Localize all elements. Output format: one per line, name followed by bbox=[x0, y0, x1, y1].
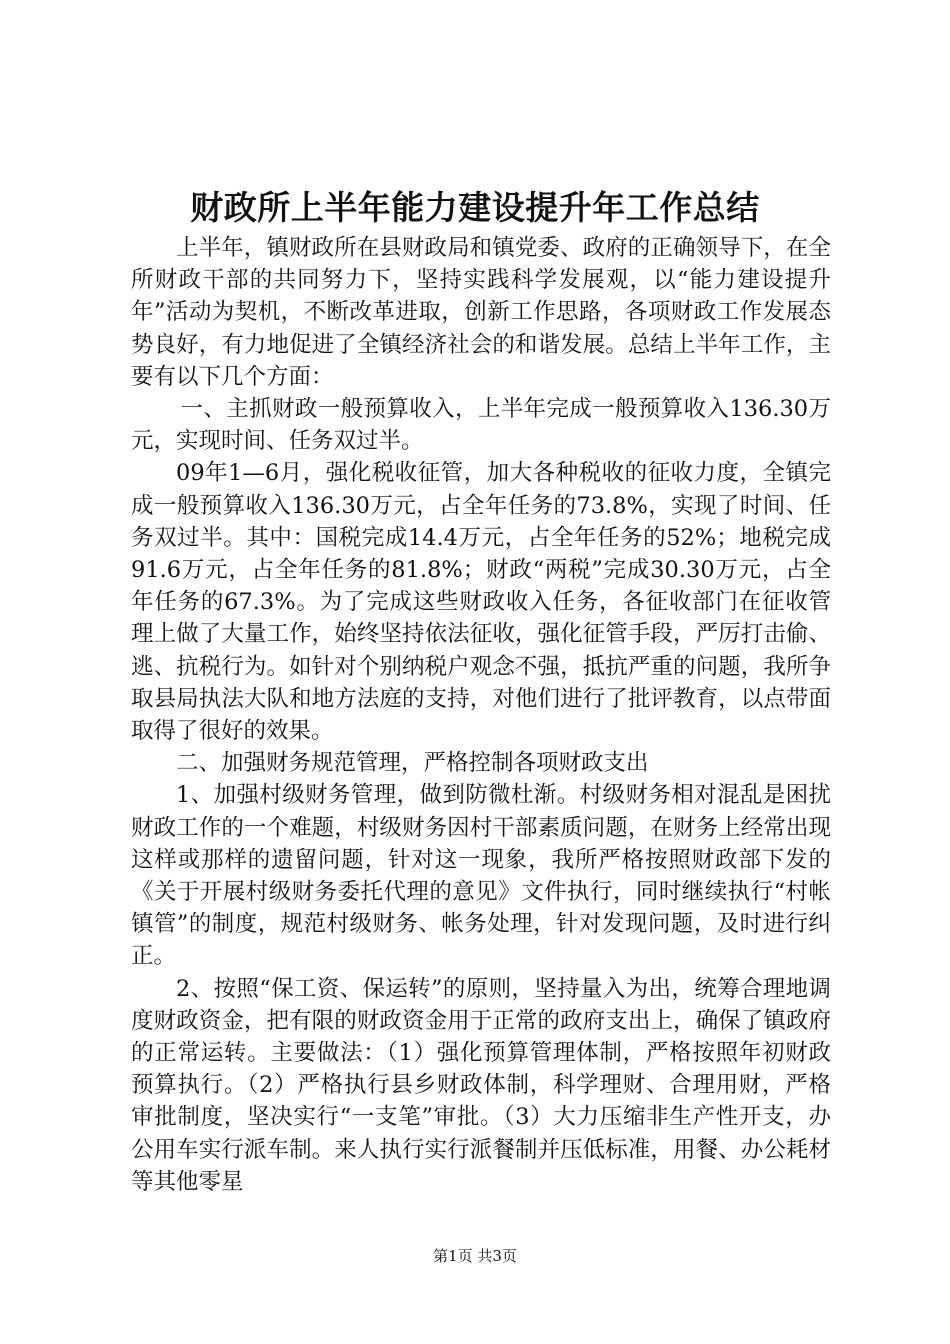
page-footer: 第1页 共3页 bbox=[433, 1247, 517, 1265]
section-heading-1: 一、主抓财政一般预算收入，上半年完成一般预算收入136.30万元，实现时间、任务双过半。 bbox=[131, 396, 831, 455]
paragraph-revenue: 09年1—6月，强化税收征管，加大各种税收的征收力度，全镇完成一般预算收入136.30万元，占全年任务的73.8%，实现了时间、任务双过半。其中：国税完成14.4万元，占全年任务的52%；地税完成91.6万元，占全年任务的81.8%；财政“两税”完成30.30万元，占全年任务的67.3%。为了完成这些财政收入任务，各征收部门在征收管理上做了大量工作，始终坚持依法征收，强化征管手段，严厉打击偷、逃、抗税行为。如针对个别纳税户观念不强，抵抗严重的问题，我所争取县局执法大队和地方法庭的支持，对他们进行了批评教育，以点带面取得了很好的效果。 bbox=[131, 460, 831, 745]
section-heading-2: 二、加强财务规范管理，严格控制各项财政支出 bbox=[176, 750, 649, 777]
paragraph-village-finance: 1、加强村级财务管理，做到防微杜渐。村级财务相对混乱是困扰财政工作的一个难题，村级财务因村干部素质问题，在财务上经常出现这样或那样的遗留问题，针对这一现象，我所严格按照财政部下发的《关于开展村级财务委托代理的意见》文件执行，同时继续执行“村帐镇管”的制度，规范村级财务、帐务处理，针对发现问题，及时进行纠正。 bbox=[131, 782, 831, 970]
paragraph-intro: 上半年，镇财政所在县财政局和镇党委、政府的正确领导下，在全所财政干部的共同努力下，坚持实践科学发展观，以“能力建设提升年”活动为契机，不断改革进取，创新工作思路，各项财政工作发展态势良好，有力地促进了全镇经济社会的和谐发展。总结上半年工作，主要有以下几个方面： bbox=[131, 235, 831, 390]
document-body bbox=[131, 232, 831, 1198]
paragraph-fund-allocation: 2、按照“保工资、保运转”的原则，坚持量入为出，统筹合理地调度财政资金，把有限的财政资金用于正常的政府支出上，确保了镇政府的正常运转。主要做法：（1）强化预算管理体制，严格按照年初财政预算执行。（2）严格执行县乡财政体制，科学理财、合理用财，严格审批制度，坚决实行“一支笔”审批。（3）大力压缩非生产性开支，办公用车实行派车制。来人执行实行派餐制并压低标准，用餐、办公耗材等其他零星 bbox=[131, 975, 831, 1195]
document-title: 财政所上半年能力建设提升年工作总结 bbox=[190, 188, 760, 227]
